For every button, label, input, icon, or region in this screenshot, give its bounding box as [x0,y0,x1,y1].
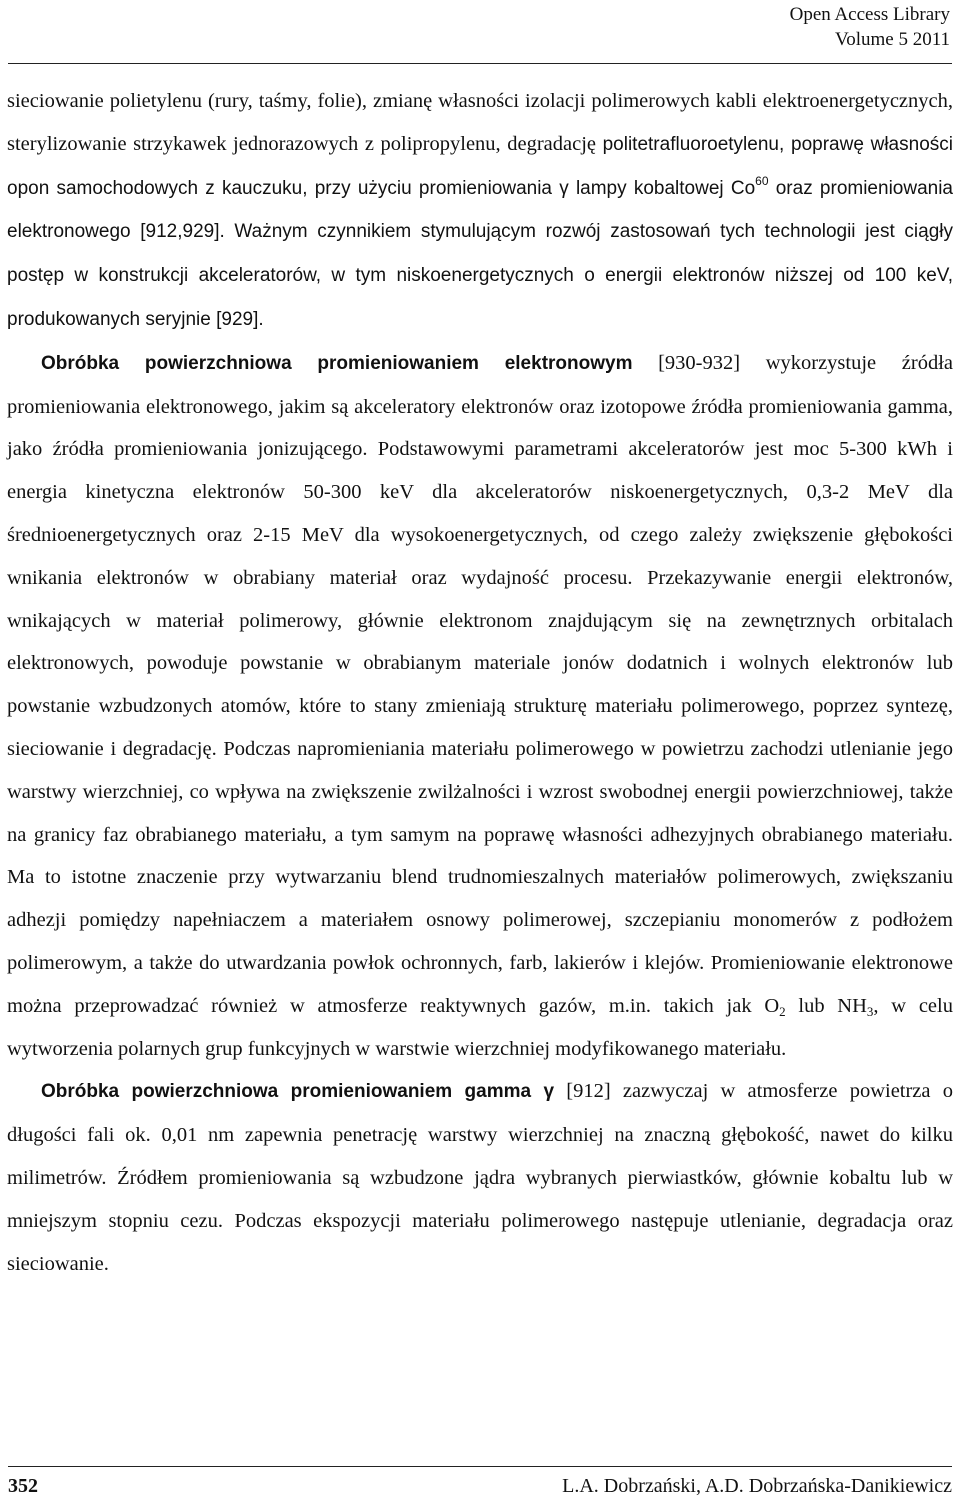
paragraph-1-sans-text [7,134,953,330]
paragraph-2-text-3: , w celu wytworzenia polarnych grup funkcyjnych w warstwie wierzchniej modyfikowanego materiału. [7,994,953,1060]
paragraph-2-text-2: lub NH [785,994,867,1017]
paragraph-1-sans-part-2: oraz promieniowania elektronowego [912,929]. Ważnym czynnikiem stymulującym rozwój zastosowań tych technologii jest ciągły postęp w konstrukcji akceleratorów, w tym niskoenergetycznych o energii elektronów niższej od 100 keV, produkowanych seryjnie [929]. [7,177,953,330]
paragraph-3-heading: Obróbka powierzchniowa promieniowaniem gamma γ [41,1081,555,1103]
ammonia-subscript: 3 [866,1003,874,1019]
running-header [790,2,950,52]
paragraph-1-serif-text: sieciowanie polietylenu (rury, taśmy, folie), zmianę własności izolacji polimerowych kabli elektroenergetycznych, sterylizowanie strzykawek jednorazowych z polipropylenu, degradację [7,90,953,155]
oxygen-subscript: 2 [779,1003,786,1019]
journal-volume: Volume 5 2011 [834,29,950,50]
page-footer [8,1472,952,1500]
journal-title: Open Access Library [789,4,950,25]
paragraph-1 [7,80,953,342]
paragraph-1-sans-part-1: politetrafluoroetylenu, poprawę własności opon samochodowych z kauczuku, przy użyciu promieniowania γ lampy kobaltowej Co [7,133,953,199]
paragraph-3-text: [912] zazwyczaj w atmosferze powietrza o długości fali ok. 0,01 nm zapewnia penetrację warstwy wierzchniej na znaczną głębokość, nawet do kilku milimetrów. Źródłem promieniowania są wzbudzone jądra wybranych pierwiastków, głównie kobaltu lub w mniejszym stopniu cezu. Podczas ekspozycji materiału polimerowego następuje utlenianie, degradacja oraz sieciowanie. [7,1080,953,1275]
footer-authors: L.A. Dobrzański, A.D. Dobrzańska-Danikiewicz [562,1475,952,1497]
header-divider [8,63,952,64]
paragraph-2-text-1: [930-932] wykorzystuje źródła promieniowania elektronowego, jakim są akceleratory elektronów oraz izotopowe źródła promieniowania gamma, jako źródła promieniowania jonizującego. Podstawowymi parametrami akceleratorów jest moc 5-300 kWh i energia kinetyczna elektronów 50-300 keV dla akceleratorów niskoenergetycznych, 0,3-2 MeV dla średnioenergetycznych oraz 2-15 MeV dla wysokoenergetycznych, od czego zależy zwiększenie głębokości wnikania elektronów w obrabiany materiał oraz wydajność procesu. Przekazywanie energii elektronów, wnikających w materiał polimerowy, głównie elektronom znajdującym się na zewnętrznych orbitalach elektronowych, powoduje powstanie w obrabianym materiale jonów dodatnich i wolnych elektronów lub powstanie wzbudzonych atomów, które to stany zmieniają strukturę materiału polimerowego, poprzez syntezę, sieciowanie i degradację. Podczas napromieniania materiału polimerowego w powietrzu zachodzi utlenianie jego warstwy wierzchniej, co wpływa na zwiększenie zwilżalności i wzrost swobodnej energii powierzchniowej, także na granicy faz obrabianego materiału, a tym samym na poprawę własności adhezyjnych obrabianego materiału. Ma to istotne znaczenie przy wytwarzaniu blend trudnomieszalnych materiałów polimerowych, zwiększaniu adhezji pomiędzy napełniaczem a materiałem osnowy polimerowej, szczepianiu monomerów z podłożem polimerowym, a także do utwardzania powłok ochronnych, farb, lakierów i klejów. Promieniowanie elektronowe można przeprowadzać również w atmosferze reaktywnych gazów, m.in. takich jak O [7,351,953,1017]
cobalt-isotope-superscript: 60 [755,173,769,188]
article-body [7,80,953,1285]
paragraph-3 [7,1070,953,1285]
page-number: 352 [8,1475,38,1497]
footer-divider [8,1466,952,1467]
paragraph-2-heading: Obróbka powierzchniowa promieniowaniem elektronowym [41,352,633,374]
paragraph-2 [7,342,953,1071]
